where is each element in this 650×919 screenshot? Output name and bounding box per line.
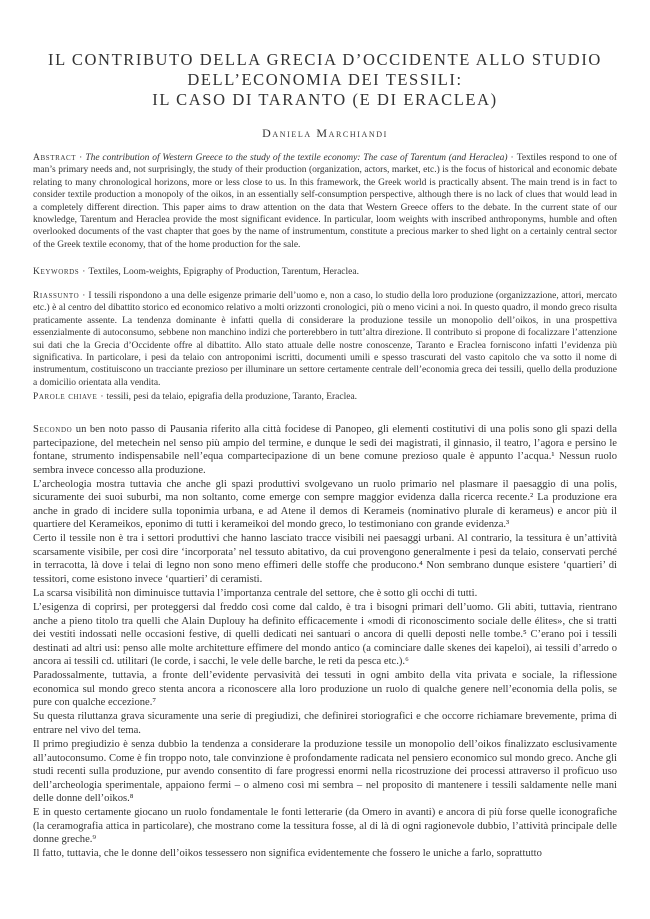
body-lead-word: Secondo [33, 424, 73, 435]
body-paragraph-9: E in questo certamente giocano un ruolo fondamentale le fonti letterarie (da Omero in avanti) e ancora di più forse quelle iconografiche (la ceramografia attica in particolare), che mostrano come la tessitura fosse, al di là di ogni ragionevole dubbio, l’attività principale delle donne greche.⁹ [33, 807, 617, 846]
parole-chiave-block [33, 391, 617, 403]
article-body [33, 423, 617, 861]
abstract-separator: · [79, 153, 83, 163]
abstract-separator-2: · [510, 153, 514, 163]
title-line-1: IL CONTRIBUTO DELLA GRECIA D’OCCIDENTE ALLO STUDIO [48, 50, 602, 69]
body-paragraph-10: Il fatto, tuttavia, che le donne dell’oikos tessessero non significa evidentemente che fossero le uniche a farlo, soprattutto [33, 848, 542, 860]
parole-chiave-separator: · [100, 392, 104, 402]
keywords-label: Keywords [33, 267, 80, 277]
author-name: Daniela Marchiandi [262, 126, 388, 140]
title-line-2: DELL’ECONOMIA DEI TESSILI: [187, 70, 463, 89]
riassunto-label: Riassunto [33, 291, 80, 301]
body-paragraph-6: Paradossalmente, tuttavia, a fronte dell’evidente pervasività dei tessuti in ogni ambito della vita privata e sociale, la riflessione economica sul mondo greco stenta ancora a riconoscere alla loro produzione un ruolo di qualche genere nell’economia della polis, se pure con qualche eccezione.⁷ [33, 670, 617, 709]
keywords-text: Textiles, Loom-weights, Epigraphy of Production, Tarentum, Heraclea. [88, 267, 359, 277]
keywords-separator: · [82, 267, 86, 277]
parole-chiave-label: Parole chiave [33, 392, 98, 402]
article-title [40, 50, 610, 110]
body-paragraph-8: Il primo pregiudizio è senza dubbio la tendenza a considerare la produzione tessile un monopolio dell’oikos finalizzato esclusivamente all’autoconsumo. Come è fin troppo noto, tale convinzione è profondamente radicata nel pensiero economico sul mondo greco. Anche gli studi recenti sulla produzione, pur avendo consentito di fare progressi enormi nella ricostruzione dei processi attraverso il proficuo uso dell’archeologia sperimentale, appaiono fermi – o almeno così mi sembra – nel proposito di mantenere i tessili saldamente nelle mani delle donne dell’oikos.⁸ [33, 739, 617, 805]
abstract-block [33, 152, 617, 251]
body-paragraph-1 [33, 423, 617, 477]
abstract-title: The contribution of Western Greece to the study of the textile economy: The case of Tarentum (and Heraclea) [85, 153, 508, 163]
body-paragraph-2: L’archeologia mostra tuttavia che anche gli spazi produttivi svolgevano un ruolo primario nel plasmare il paesaggio di una polis, sicuramente dei suoi suburbi, ma non soltanto, come emerge con sempre maggior evidenza dalla ricerca recente.² La produzione era anche in grado di incidere sulla toponimia urbana, e ad Atene il demos di Kerameis (nominativo plurale di kerameus) e ancor più il quartiere del Kerameikos, eponimo di tutti i kerameikoi del mondo greco, lo testimoniano con grande evidenza.³ [33, 478, 617, 531]
body-paragraph-3: Certo il tessile non è tra i settori produttivi che hanno lasciato tracce visibili nei paesaggi urbani. Al contrario, la tessitura è un’attività scarsamente visibile, per così dire ‘incorporata’ nel tessuto abitativo, da cui provengono generalmente i pesi da telaio, conservati perché in terracotta, là dove i telai di legno non sono meno effimeri delle stoffe che producono.⁴ Non sembrano dunque esistere ‘quartieri’ di tessitori, come esistono invece ‘quartieri’ di ceramisti. [33, 533, 617, 586]
abstract-text: Textiles respond to one of man’s primary needs and, not surprisingly, the study of their production (organization, actors, market, etc.) is the focus of historical and economic debate relating to many chronological horizons, more or less close to us. In this framework, the Greek world is practically absent. The main trend is in fact to consider textile production a monopoly of the oikos, in an essentially self-consumption perspective, although there is no lack of clues that would lead in a completely different direction. This paper aims to draw attention on the data that Western Greece offers to the debate. In the current state of our knowledge, Tarentum and Heraclea provide the most significant evidence. In particular, loom weights with inscribed anthroponyms, humble and often overlooked documents of the vast chapter that goes by the name of instrumentum, constitute a precious marker to shed light on a certainly central sector of the Greek textile economy, that of the home production for the sale. [33, 153, 617, 250]
parole-chiave-text: tessili, pesi da telaio, epigrafia della produzione, Taranto, Eraclea. [106, 392, 358, 402]
keywords-block [33, 266, 617, 278]
abstract-label: Abstract [33, 153, 77, 163]
body-paragraph-4: La scarsa visibilità non diminuisce tuttavia l’importanza centrale del settore, che è sotto gli occhi di tutti. [33, 588, 478, 600]
riassunto-separator: · [82, 291, 86, 301]
riassunto-text: I tessili rispondono a una delle esigenze primarie dell’uomo e, non a caso, lo studio della loro produzione (organizzazione, attori, mercato etc.) è al centro del dibattito storico ed economico relativo a molti orizzonti cronologici, più o meno vicini a noi. In questo quadro, il mondo greco risulta praticamente assente. La tendenza dominante è infatti quella di considerare la produzione tessile un monopolio dell’oikos, in una prospettiva essenzialmente di autoconsumo, sebbene non manchino indizi che porterebbero in tutt’altra direzione. Il contributo si propone di focalizzare l’attenzione sui dati che la Grecia d’Occidente offre al dibattito. Allo stato attuale delle nostre conoscenze, Taranto e Eraclea forniscono infatti l’evidenza più significativa. In particolare, i pesi da telaio con antroponimi iscritti, documenti umili e spesso trascurati del vasto capitolo che va sotto il nome di instrumentum, costituiscono un tracciante prezioso per illuminare un settore certamente centrale dell’economia greca dei tessili, quello della produzione a domicilio orientata alla vendita. [33, 291, 617, 388]
title-line-3: IL CASO DI TARANTO (E DI ERACLEA) [152, 90, 498, 109]
body-paragraph-5: L’esigenza di coprirsi, per proteggersi dal freddo così come dal caldo, è tra i bisogni primari dell’uomo. Gli abiti, tuttavia, rientrano anche a pieno titolo tra quelli che Alain Duplouy ha definito efficacemente i «modi di riconoscimento sociale delle élites», che si tratti dei vestiti indossati nelle occasioni festive, di quelli dedicati nei santuari o ancora di quelli deposti nelle tombe.⁵ C’erano poi i tessili destinati ad altri usi: penso alle molte architetture effimere del mondo antico (a cominciare dalle skenes dei kapeloi), ai tessili d’arredo o ancora ai tessili cd. utilitari (le corde, i sacchi, le vele delle barche, le reti da pesca etc.).⁶ [33, 602, 617, 668]
body-paragraph-1-text: un ben noto passo di Pausania riferito alla città focidese di Panopeo, gli elementi costitutivi di una polis sono gli spazi della partecipazione, del metechein nel senso più ampio del termine, e dunque le sedi dei magistrati, il ginnasio, il teatro, l’agora e persino le fontane, strumento indispensabile nell’equa compartecipazione di un bene comune prezioso quale è appunto l’acqua.¹ Nessun ruolo sembra invece concesso alla produzione. [33, 424, 617, 476]
riassunto-block [33, 290, 617, 389]
body-paragraph-7: Su questa riluttanza grava sicuramente una serie di pregiudizi, che definirei storiografici e che occorre richiamare brevemente, prima di entrare nel vivo del tema. [33, 711, 617, 737]
